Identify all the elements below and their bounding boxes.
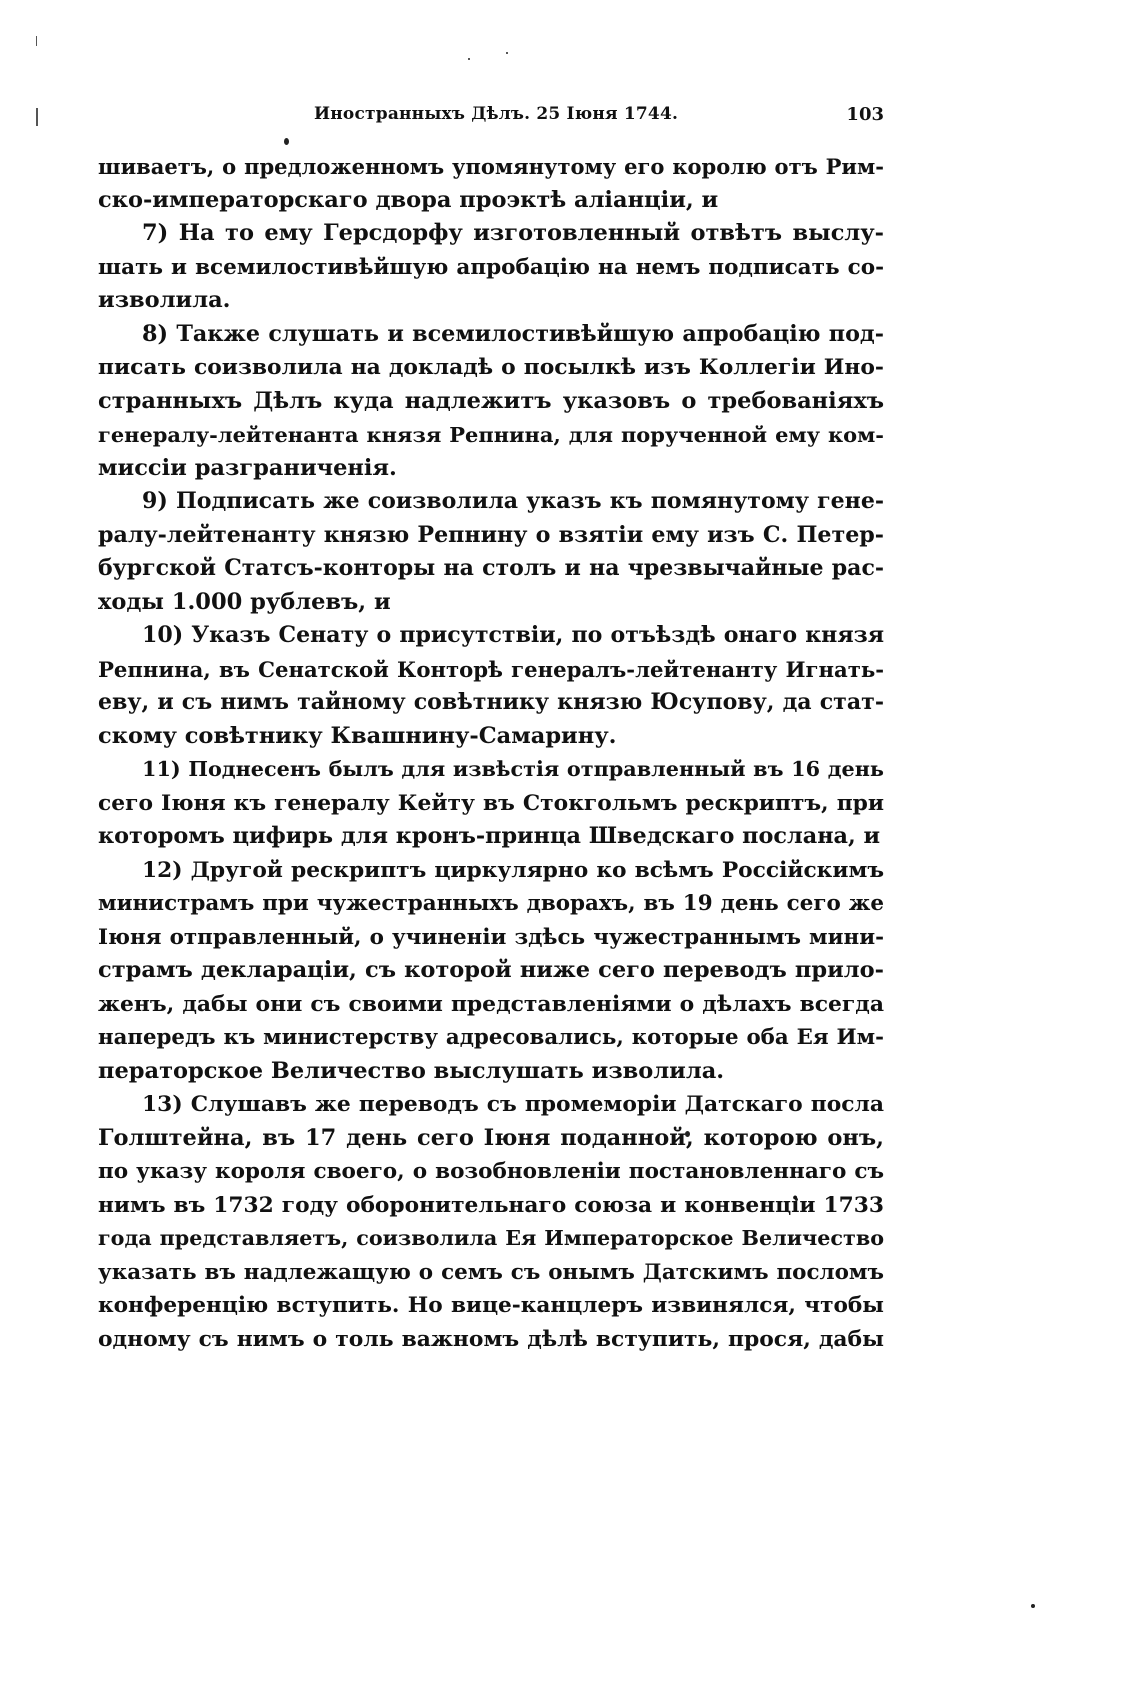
paragraph-item-7	[98, 217, 884, 318]
text-line: 9) Подписать же соизволила указъ къ помянутому гене-	[142, 488, 884, 514]
paragraph-item-11	[98, 753, 884, 854]
text-line: министрамъ при чужестранныхъ дворахъ, въ 19 день сего же	[98, 891, 884, 916]
paragraph-item-10	[98, 619, 884, 753]
text-line: ператорское Величество выслушать изволила.	[98, 1057, 725, 1084]
text-line: скому совѣтнику Квашнину-Самарину.	[98, 722, 617, 749]
text-line: указать въ надлежащую о семъ съ онымъ Датскимъ посломъ	[98, 1259, 884, 1285]
text-line: Репнина, въ Сенатской Конторѣ генералъ-лейтенанту Игнать-	[98, 656, 884, 682]
running-head-title: Иностранныхъ Дѣлъ. 25 Іюня 1744.	[314, 104, 679, 124]
text-line: 11) Поднесенъ былъ для извѣстія отправленный въ 16 день	[142, 757, 884, 781]
text-line: миссіи разграниченія.	[98, 454, 397, 481]
paragraph-item-13	[98, 1088, 884, 1356]
text-line: конференцію вступить. Но вице-канцлеръ извинялся, чтобы	[98, 1293, 884, 1318]
running-head	[98, 104, 884, 134]
paragraph-item-8	[98, 318, 884, 486]
text-line: 10) Указъ Сенату о присутствіи, по отъѣздѣ онаго князя	[142, 622, 884, 648]
text-line: года представляетъ, соизволила Ея Императорское Величество	[98, 1226, 884, 1250]
text-line: 8) Также слушать и всемилостивѣйшую апробацію под-	[142, 320, 884, 347]
text-line: писать соизволила на докладѣ о посылкѣ изъ Коллегіи Ино-	[98, 355, 884, 380]
text-line: нимъ въ 1732 году оборонительнаго союза и конвенціи 1733	[98, 1192, 884, 1218]
text-line: страмъ декларацiи, съ которой ниже сего переводъ прило-	[98, 957, 884, 983]
text-line: напередъ къ министерству адресовались, которые оба Ея Им-	[98, 1025, 884, 1050]
text-line: ско-императорскаго двора проэктѣ аліанціи, и	[98, 186, 719, 213]
text-line: еву, и съ нимъ тайному совѣтнику князю Юсупову, да стат-	[98, 689, 884, 715]
text-line: ходы 1.000 рублевъ, и	[98, 588, 391, 615]
paragraph-continued	[98, 150, 884, 217]
paragraph-item-9	[98, 485, 884, 619]
text-line: ралу-лейтенанту князю Репнину о взятіи ему изъ С. Петер-	[98, 521, 884, 548]
text-line: шиваетъ, о предложенномъ упомянутому его королю отъ Рим-	[98, 154, 884, 179]
text-line: 13) Слушавъ же переводъ съ промеморіи Датскаго посла	[142, 1092, 884, 1117]
text-line: странныхъ Дѣлъ куда надлежитъ указовъ о требованіяхъ	[98, 387, 884, 414]
text-line: одному съ нимъ о толь важномъ дѣлѣ вступить, прося, дабы	[98, 1325, 884, 1352]
book-page	[98, 0, 884, 1707]
text-line: генералу-лейтенанта князя Репнина, для порученной ему ком-	[98, 422, 884, 447]
text-line: 7) На то ему Герсдорфу изготовленный отвѣтъ выслу-	[142, 220, 884, 246]
scan-speck	[1031, 1604, 1035, 1608]
paragraph-item-12	[98, 854, 884, 1089]
text-line: которомъ цифирь для кронъ-принца Шведскаго послана, и	[98, 823, 881, 849]
text-line: бургской Статсъ-конторы на столъ и на чрезвычайные рас-	[98, 555, 884, 581]
text-line: сего Іюня къ генералу Кейту въ Стокгольмъ рескриптъ, при	[98, 790, 884, 816]
scan-margin-mark	[36, 108, 38, 126]
text-line: 12) Другой рескриптъ циркулярно ко всѣмъ Россійскимъ	[142, 857, 884, 883]
text-line: изволила.	[98, 287, 231, 313]
text-line: женъ, дабы они съ своими представленіями о дѣлахъ всегда	[98, 990, 884, 1017]
text-line: Іюня отправленный, о учиненіи здѣсь чужестраннымъ мини-	[98, 924, 884, 950]
text-line: шать и всемилостивѣйшую апробацію на немъ подписать со-	[98, 254, 884, 280]
body-text	[98, 150, 884, 1356]
text-line: по указу короля своего, о возобновленіи постановленнаго съ	[98, 1159, 884, 1184]
text-line: Голштейна, въ 17 день сего Іюня поданной, которою онъ,	[98, 1124, 884, 1151]
scan-margin-mark	[36, 36, 37, 46]
page-number: 103	[846, 104, 884, 125]
